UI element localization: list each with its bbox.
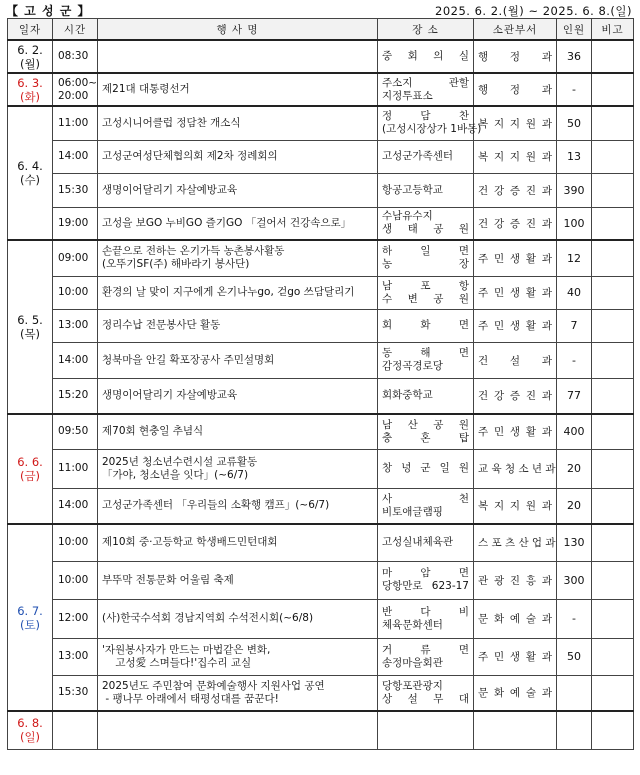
time-line: 12:00: [58, 612, 89, 624]
event-name-cell: [98, 40, 378, 73]
department-cell: 주 민 생 활 과: [474, 276, 557, 309]
date-line: (월): [19, 56, 41, 71]
time-cell: [53, 140, 98, 173]
table-row: [8, 106, 634, 140]
department-cell: 건 강 증 진 과: [474, 207, 557, 240]
col-header-time: 시간: [53, 19, 98, 41]
note-cell: [592, 711, 634, 749]
attendee-count-cell: 300: [557, 561, 592, 599]
attendee-count-cell: 50: [557, 106, 592, 140]
time-cell: [53, 40, 98, 73]
place-cell: [378, 207, 474, 240]
organization-title: 【 고 성 군 】: [6, 4, 91, 18]
header: [0, 0, 640, 18]
time-line: 15:20: [58, 389, 89, 402]
date-cell: [8, 40, 53, 73]
time-line: 19:00: [58, 216, 89, 229]
department-cell: [474, 711, 557, 749]
date-line: 6. 8.: [17, 716, 43, 731]
event-name-cell: [98, 638, 378, 675]
event-name-line: 고성군가족센터 「우리들의 소확행 캠프」(~6/7): [102, 499, 330, 512]
note-cell: [592, 240, 634, 276]
event-name-cell: [98, 524, 378, 561]
table-row: [8, 240, 634, 276]
note-cell: [592, 140, 634, 173]
date-cell: [8, 106, 53, 240]
table-row: [8, 449, 634, 488]
place-cell: [378, 711, 474, 749]
event-name-line: 고성愛 스며들다!'집수리 교실: [102, 656, 252, 669]
time-line: 09:50: [58, 425, 89, 438]
date-line: 6. 3.: [17, 75, 43, 90]
event-name-line: (오뚜기SF(주) 해바라기 봉사단): [102, 258, 250, 271]
attendee-count-cell: 100: [557, 207, 592, 240]
date-line: 6. 7.: [17, 603, 43, 618]
table-row: [8, 173, 634, 207]
note-cell: [592, 173, 634, 207]
department-cell: 건 강 증 진 과: [474, 378, 557, 414]
time-cell: [53, 488, 98, 524]
place-line: 비토애글램핑: [382, 505, 443, 518]
date-cell: [8, 73, 53, 106]
col-header-dept: 소관부서: [474, 19, 557, 41]
place-cell: [378, 309, 474, 342]
time-cell: [53, 414, 98, 449]
place-cell: [378, 524, 474, 561]
table-row: [8, 342, 634, 378]
date-cell: [8, 414, 53, 524]
department-cell: 문 화 예 술 과: [474, 675, 557, 711]
time-line: 08:30: [58, 50, 89, 62]
table-row: [8, 675, 634, 711]
department-cell: 건 설 과: [474, 342, 557, 378]
event-name-line: 손끝으로 전하는 온기가득 농촌봉사활동: [102, 245, 285, 258]
col-header-event: 행 사 명: [98, 19, 378, 41]
place-line: 거 류 면: [382, 643, 469, 656]
attendee-count-cell: [557, 675, 592, 711]
time-line: 11:00: [58, 462, 89, 474]
date-line: 6. 5.: [17, 313, 43, 327]
date-line: 6. 6.: [17, 455, 43, 469]
event-name-line: 「가야, 청소년을 잇다」(~6/7): [102, 468, 249, 481]
attendee-count-cell: 50: [557, 638, 592, 675]
note-cell: [592, 276, 634, 309]
date-line: (토): [19, 617, 41, 632]
event-name-line: 고성군여성단체협의회 제2차 정례회의: [102, 150, 278, 162]
table-row: [8, 638, 634, 675]
place-line: 남 포 항: [382, 279, 469, 292]
time-cell: [53, 342, 98, 378]
event-name-cell: [98, 240, 378, 276]
department-cell: 관 광 진 흥 과: [474, 561, 557, 599]
table-row: [8, 599, 634, 638]
time-cell: [53, 309, 98, 342]
attendee-count-cell: -: [557, 73, 592, 106]
event-name-line: '자원봉사자가 만드는 마법같은 변화,: [102, 643, 271, 656]
event-name-cell: [98, 488, 378, 524]
col-header-note: 비고: [592, 19, 634, 41]
event-name-line: - 팽나무 아래에서 태평성대를 꿈꾼다!: [102, 692, 279, 705]
department-cell: 행 정 과: [474, 73, 557, 106]
event-name-line: 2025년도 주민참여 문화예술행사 지원사업 공연: [102, 679, 325, 692]
event-name-line: 고성시니어클럽 정담찬 개소식: [102, 116, 241, 129]
event-name-cell: [98, 342, 378, 378]
col-header-count: 인원: [557, 19, 592, 41]
place-line: 동 해 면: [382, 347, 469, 359]
place-cell: [378, 276, 474, 309]
note-cell: [592, 106, 634, 140]
department-cell: 교 육 청 소 년 과: [474, 449, 557, 488]
event-name-line: (사)한국수석회 경남지역회 수석전시회(~6/8): [102, 612, 314, 624]
time-line: 15:30: [58, 686, 89, 699]
time-cell: [53, 207, 98, 240]
event-name-line: 환경의 날 맞이 지구에게 온기나누go, 걷go 쓰담달리기: [102, 286, 355, 298]
note-cell: [592, 309, 634, 342]
department-cell: 행 정 과: [474, 40, 557, 73]
place-line: 하 일 면: [382, 245, 469, 258]
schedule-period: 2025. 6. 2.(월) ~ 2025. 6. 8.(일): [435, 4, 632, 18]
time-cell: [53, 276, 98, 309]
col-header-place: 장 소: [378, 19, 474, 41]
table-row: [8, 378, 634, 414]
event-name-line: 정리수납 전문봉사단 활동: [102, 319, 221, 331]
note-cell: [592, 675, 634, 711]
place-cell: [378, 414, 474, 449]
table-row: [8, 309, 634, 342]
attendee-count-cell: 77: [557, 378, 592, 414]
time-cell: [53, 73, 98, 106]
date-line: (목): [19, 327, 41, 341]
place-line: 주소지 관할: [382, 76, 469, 89]
time-line: 09:00: [58, 251, 89, 264]
department-cell: 주 민 생 활 과: [474, 240, 557, 276]
place-line: 생 태 공 원: [382, 223, 469, 236]
place-line: 정 담 찬: [382, 110, 469, 123]
time-line: 13:00: [58, 650, 89, 662]
event-name-line: 제21대 대통령선거: [102, 83, 190, 95]
time-line: 10:00: [58, 536, 89, 549]
place-line: 창 녕 군 일 원: [382, 462, 469, 474]
place-line: 농 장: [382, 258, 469, 271]
time-cell: [53, 173, 98, 207]
time-line: 14:00: [58, 150, 89, 162]
note-cell: [592, 638, 634, 675]
place-line: 반 다 비: [382, 605, 469, 618]
note-cell: [592, 342, 634, 378]
attendee-count-cell: 13: [557, 140, 592, 173]
place-cell: [378, 173, 474, 207]
attendee-count-cell: 7: [557, 309, 592, 342]
time-cell: [53, 638, 98, 675]
date-cell: [8, 711, 53, 749]
note-cell: [592, 414, 634, 449]
event-name-line: 생명이어달리기 자살예방교육: [102, 389, 238, 402]
note-cell: [592, 449, 634, 488]
place-cell: [378, 73, 474, 106]
attendee-count-cell: 12: [557, 240, 592, 276]
note-cell: [592, 73, 634, 106]
department-cell: 복 지 지 원 과: [474, 106, 557, 140]
note-cell: [592, 561, 634, 599]
place-cell: [378, 675, 474, 711]
date-line: 6. 2.: [17, 42, 43, 57]
place-line: 항공고등학교: [382, 183, 443, 196]
department-cell: 복 지 지 원 과: [474, 488, 557, 524]
place-cell: [378, 342, 474, 378]
time-cell: [53, 675, 98, 711]
department-cell: 주 민 생 활 과: [474, 638, 557, 675]
time-line: 13:00: [58, 319, 89, 331]
event-name-cell: [98, 106, 378, 140]
event-name-cell: [98, 207, 378, 240]
place-cell: [378, 488, 474, 524]
department-cell: 복 지 지 원 과: [474, 140, 557, 173]
place-cell: [378, 40, 474, 73]
table-row: [8, 414, 634, 449]
time-line: 06:00~: [58, 76, 98, 89]
place-line: 회 화 면: [382, 319, 469, 331]
place-cell: [378, 449, 474, 488]
attendee-count-cell: 20: [557, 488, 592, 524]
table-row: [8, 711, 634, 749]
event-name-line: 청북마을 안길 확포장공사 주민설명회: [102, 353, 275, 366]
schedule-body: [8, 40, 634, 749]
event-name-cell: [98, 309, 378, 342]
table-row: [8, 488, 634, 524]
place-line: 충 혼 탑: [382, 431, 469, 444]
attendee-count-cell: 40: [557, 276, 592, 309]
place-cell: [378, 599, 474, 638]
time-line: 14:00: [58, 353, 89, 366]
attendee-count-cell: 130: [557, 524, 592, 561]
time-cell: [53, 240, 98, 276]
date-line: (수): [19, 173, 41, 187]
event-name-cell: [98, 675, 378, 711]
place-cell: [378, 106, 482, 140]
place-cell: [378, 561, 474, 599]
time-line: 14:00: [58, 499, 89, 512]
place-line: 회화중학교: [382, 389, 433, 402]
event-name-cell: [98, 73, 378, 106]
place-line: 송정마을회관: [382, 656, 443, 669]
attendee-count-cell: 390: [557, 173, 592, 207]
attendee-count-cell: [557, 711, 592, 749]
date-line: 6. 4.: [17, 159, 43, 173]
place-line: 감정곡경로당: [382, 360, 443, 372]
table-row: [8, 40, 634, 73]
schedule-table: [7, 18, 634, 750]
date-line: (금): [19, 469, 41, 483]
event-name-cell: [98, 414, 378, 449]
department-cell: 건 강 증 진 과: [474, 173, 557, 207]
time-cell: [53, 599, 98, 638]
date-line: (화): [19, 89, 41, 104]
attendee-count-cell: -: [557, 342, 592, 378]
department-cell: 주 민 생 활 과: [474, 414, 557, 449]
attendee-count-cell: 20: [557, 449, 592, 488]
time-cell: [53, 106, 98, 140]
table-row: [8, 140, 634, 173]
place-line: 상 설 무 대: [382, 692, 469, 705]
place-line: 수남유수지: [382, 210, 433, 223]
time-cell: [53, 524, 98, 561]
event-name-cell: [98, 561, 378, 599]
time-cell: [53, 711, 98, 749]
event-name-cell: [98, 378, 378, 414]
table-row: [8, 561, 634, 599]
table-row: [8, 276, 634, 309]
event-name-line: 생명이어달리기 자살예방교육: [102, 183, 238, 196]
place-line: 마 암 면: [382, 567, 469, 579]
place-cell: [378, 378, 474, 414]
department-cell: 문 화 예 술 과: [474, 599, 557, 638]
note-cell: [592, 488, 634, 524]
event-name-line: 제70회 현충일 추념식: [102, 425, 204, 438]
event-name-line: 부뚜막 전통문화 어울림 축제: [102, 573, 234, 586]
event-name-cell: [98, 599, 378, 638]
time-line: 11:00: [58, 116, 89, 129]
date-line: (일): [19, 730, 41, 745]
header-row: [8, 19, 634, 41]
place-cell: [378, 638, 474, 675]
place-line: 고성군가족센터: [382, 150, 454, 162]
place-line: 남 산 공 원: [382, 418, 469, 431]
date-cell: [8, 240, 53, 414]
place-cell: [378, 240, 474, 276]
event-name-line: 고성을 보GO 누비GO 즐기GO 「걸어서 건강속으로」: [102, 216, 352, 229]
place-line: 수 변 공 원: [382, 292, 469, 305]
note-cell: [592, 378, 634, 414]
table-row: [8, 207, 634, 240]
place-line: 중 회 의 실: [382, 50, 469, 62]
event-name-cell: [98, 173, 378, 207]
department-cell: 주 민 생 활 과: [474, 309, 557, 342]
place-line: 체육문화센터: [382, 618, 443, 631]
attendee-count-cell: -: [557, 599, 592, 638]
note-cell: [592, 40, 634, 73]
attendee-count-cell: 400: [557, 414, 592, 449]
time-cell: [53, 449, 98, 488]
place-line: 당항포관광지: [382, 679, 443, 692]
date-cell: [8, 524, 53, 711]
event-name-line: 제10회 중·고등학교 학생배드민턴대회: [102, 536, 278, 549]
event-name-cell: [98, 711, 378, 749]
time-cell: [53, 561, 98, 599]
place-line: 지정투표소: [382, 89, 433, 102]
attendee-count-cell: 36: [557, 40, 592, 73]
place-line: 고성실내체육관: [382, 536, 454, 549]
event-name-line: 2025년 청소년수련시설 교류활동: [102, 455, 258, 468]
place-line: 사 천: [382, 492, 469, 505]
time-cell: [53, 378, 98, 414]
table-row: [8, 524, 634, 561]
event-name-cell: [98, 276, 378, 309]
place-cell: [378, 140, 474, 173]
note-cell: [592, 599, 634, 638]
table-row: [8, 73, 634, 106]
time-line: 15:30: [58, 183, 89, 196]
place-line: (고성시장상가 1바동): [382, 123, 482, 136]
note-cell: [592, 524, 634, 561]
time-line: 10:00: [58, 573, 89, 586]
event-name-cell: [98, 140, 378, 173]
time-line: 20:00: [58, 89, 89, 102]
department-cell: 스 포 츠 산 업 과: [474, 524, 557, 561]
note-cell: [592, 207, 634, 240]
time-line: 10:00: [58, 286, 89, 298]
place-line: 당항만로 623-17: [382, 580, 469, 592]
col-header-date: 일자: [8, 19, 53, 41]
event-name-cell: [98, 449, 378, 488]
